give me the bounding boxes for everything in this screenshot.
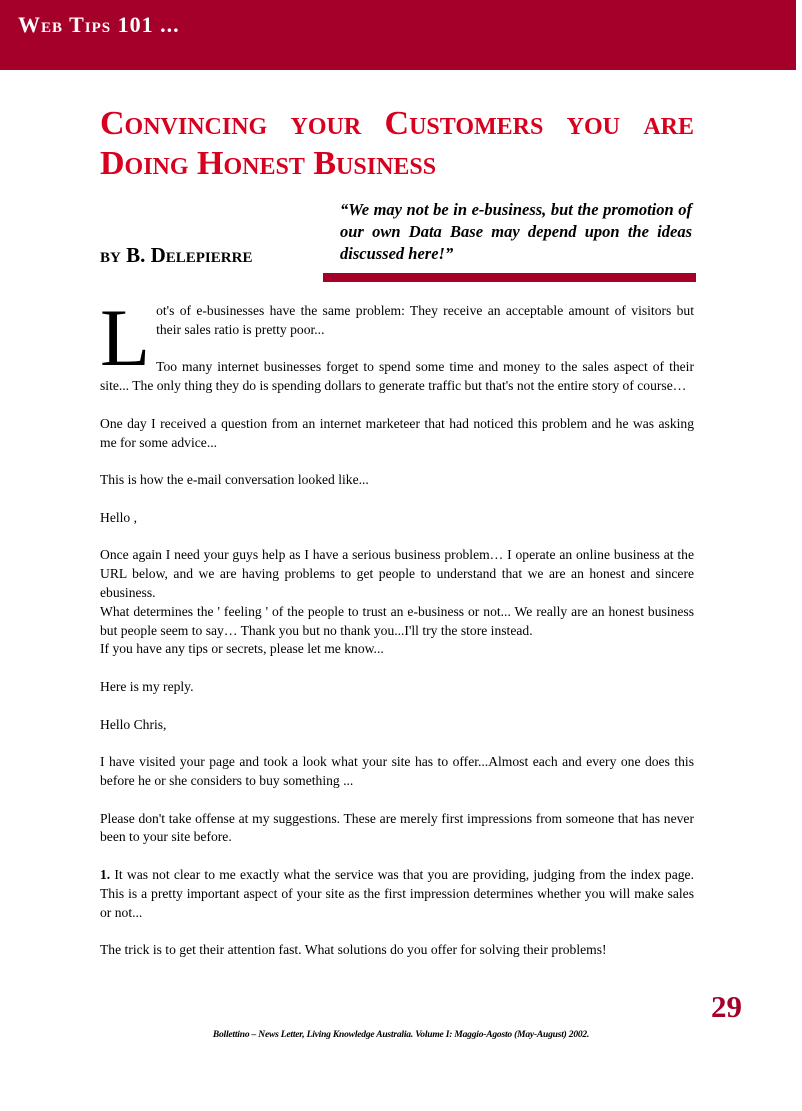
- paragraph: One day I received a question from an internet marketeer that had noticed this problem and he was asking me for some advice...: [100, 415, 694, 450]
- author-byline: by B. Delepierre: [100, 243, 253, 267]
- paragraph: This is how the e-mail conversation looked like...: [100, 472, 369, 488]
- article-body: [100, 292, 694, 960]
- paragraph: ot's of e-businesses have the same problem: They receive an acceptable amount of visitors but their sales ratio is pretty poor...: [156, 303, 694, 337]
- section-title: Web Tips 101 ...: [18, 12, 180, 37]
- paragraph: Hello Chris,: [100, 716, 167, 732]
- page-number: 29: [711, 989, 742, 1024]
- paragraph: I have visited your page and took a look what your site has to offer...Almost each and every one does this before he or she considers to buy something ...: [100, 754, 694, 788]
- numbered-paragraph: [100, 866, 694, 922]
- paragraph: Too many internet businesses forget to spend some time and money to the sales aspect of their site... The only thing they do is spending dollars to generate traffic but that's not the entire story of course…: [100, 359, 694, 394]
- paragraph: Hello ,: [100, 509, 137, 525]
- paragraph: Please don't take offense at my suggestions. These are merely first impressions from someone that has never been to your site before.: [100, 810, 694, 845]
- item-number: 1.: [100, 866, 111, 882]
- header-band: [0, 0, 796, 70]
- paragraph: Once again I need your guys help as I have a serious business problem… I operate an online business at the URL below, and we are having problems to get people to understand that we are an honest and sincere ebusiness.: [100, 547, 694, 600]
- article-title: Convincing your Customers you are Doing Honest Business: [100, 105, 694, 182]
- paragraph: What determines the ' feeling ' of the people to trust an e-business or not... We really are an honest business but people seem to say… Thank you but no thank you...I'll try the store instead.: [100, 603, 694, 638]
- item-text: It was not clear to me exactly what the service was that you are providing, judging from the index page. This is a pretty important aspect of your site as the first impression determines whether you will make sales or not...: [100, 866, 694, 920]
- paragraph: The trick is to get their attention fast. What solutions do you offer for solving their problems!: [100, 942, 607, 958]
- pull-quote: “We may not be in e-business, but the promotion of our own Data Base may depend upon the ideas discussed here!”: [340, 200, 692, 263]
- footer-citation: Bollettino – News Letter, Living Knowledge Australia. Volume I: Maggio-Agosto (May-August) 2002.: [212, 1030, 590, 1040]
- quote-divider: [323, 273, 696, 282]
- paragraph: If you have any tips or secrets, please let me know...: [100, 641, 384, 657]
- paragraph: Here is my reply.: [100, 678, 194, 694]
- drop-cap: L: [100, 292, 151, 383]
